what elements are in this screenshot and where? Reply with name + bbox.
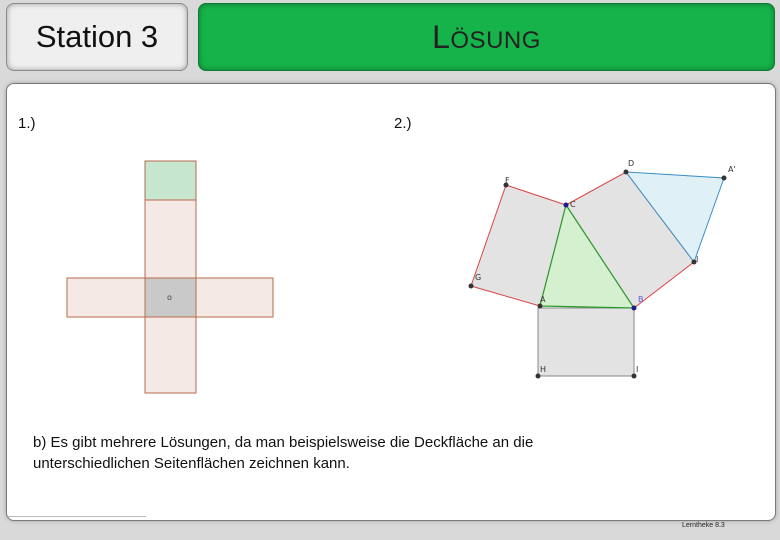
footer-divider bbox=[8, 516, 146, 517]
point-d bbox=[624, 170, 629, 175]
label-i-bottom: I bbox=[636, 365, 639, 374]
left-face bbox=[67, 278, 145, 317]
note-line-1: b) Es gibt mehrere Lösungen, da man beispielsweise die Deckfläche an die bbox=[33, 434, 534, 451]
point-h bbox=[536, 374, 541, 379]
label-a-prime: A' bbox=[728, 165, 736, 174]
page-title bbox=[432, 19, 541, 56]
station-box bbox=[6, 3, 188, 71]
footer-page-label: Lerntheke 8.3 bbox=[682, 522, 725, 529]
upper-face bbox=[145, 200, 196, 278]
title-rest: ÖSUNG bbox=[450, 26, 541, 54]
label-c: C bbox=[570, 200, 576, 209]
label-g: G bbox=[475, 273, 482, 282]
title-first-letter: L bbox=[432, 18, 451, 55]
solution-note bbox=[33, 432, 653, 474]
note-line-2: unterschiedlichen Seitenflächen zeichnen kann. bbox=[33, 455, 350, 472]
point-g bbox=[469, 284, 474, 289]
right-face bbox=[196, 278, 273, 317]
lower-face bbox=[145, 317, 196, 393]
label-h: H bbox=[540, 365, 547, 374]
station-label: Station 3 bbox=[35, 19, 159, 54]
net-drawing bbox=[38, 145, 310, 411]
pythagoras-figure bbox=[458, 150, 754, 412]
part2-label: 2.) bbox=[394, 115, 412, 132]
net-center-label: o bbox=[167, 293, 172, 302]
pythagoras-drawing bbox=[458, 150, 754, 412]
label-a: A bbox=[540, 295, 546, 304]
label-i-right: I bbox=[696, 255, 699, 264]
label-b: B bbox=[638, 295, 644, 304]
part1-label: 1.) bbox=[18, 115, 36, 132]
point-c bbox=[564, 203, 569, 208]
point-i-bottom bbox=[632, 374, 637, 379]
point-a bbox=[538, 304, 543, 309]
title-banner bbox=[198, 3, 775, 71]
point-b bbox=[632, 306, 637, 311]
label-d: D bbox=[628, 159, 635, 168]
top-face bbox=[145, 161, 196, 200]
net-figure bbox=[38, 145, 310, 411]
square-on-ab bbox=[538, 308, 634, 376]
label-f: F bbox=[505, 176, 510, 185]
point-a-prime bbox=[722, 176, 727, 181]
